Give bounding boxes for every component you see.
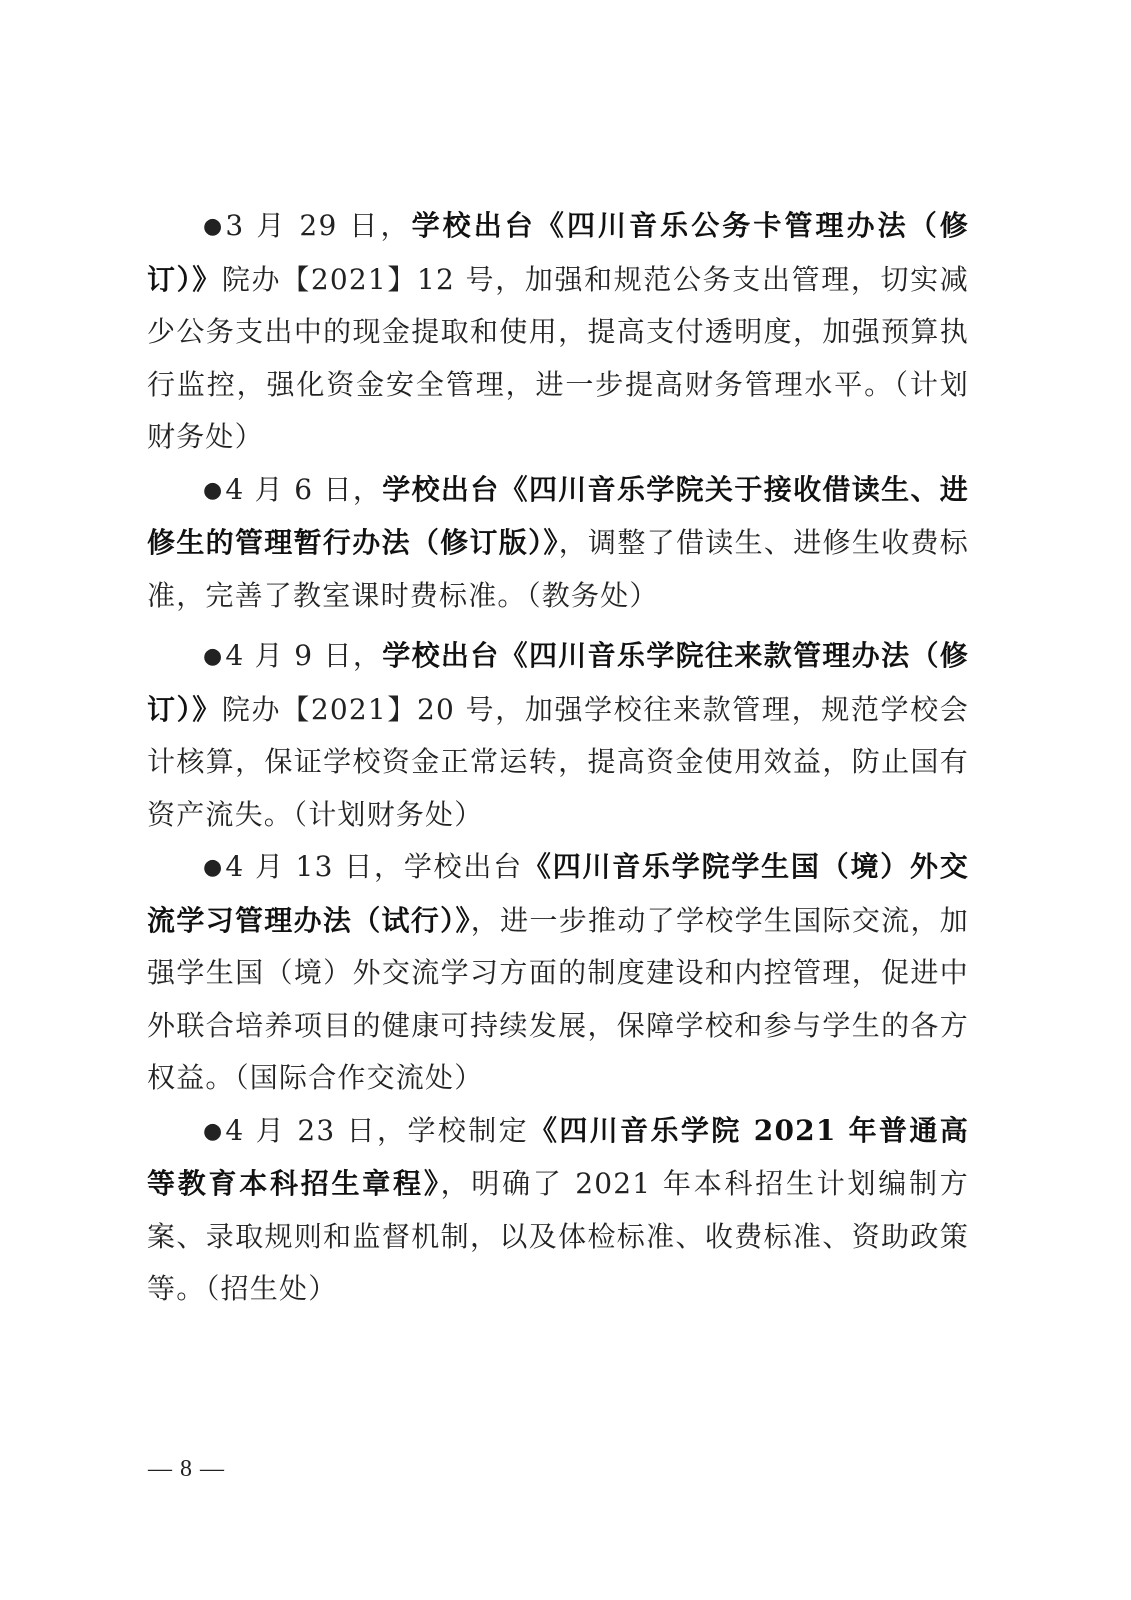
entry-date: 4 月 23 日， [225,1113,408,1147]
entry-lead: 学校出台 [382,472,500,506]
bullet-icon: ● [203,477,224,503]
entry-body: ，调整了借读生、进修生收费标准，完善了教室课时费标准。（教务处） [147,526,969,612]
entry-item [147,1105,969,1316]
entry-body: 院办【2021】20 号，加强学校往来款管理，规范学校会计核算，保证学校资金正常运转，提高资金使用效益，防止国有资产流失。（计划财务处） [147,692,969,831]
bullet-icon: ● [203,214,224,239]
entry-item [147,841,969,1105]
entry-item [147,200,969,464]
page-number: — 8 — [148,1456,225,1482]
entry-lead: 学校出台 [403,850,523,883]
entry-lead: 学校制定 [407,1113,529,1147]
entry-body: 院办【2021】12 号，加强和规范公务支出管理，切实减少公务支出中的现金提取和使用，提高支付透明度，加强预算执行监控，强化资金安全管理，进一步提高财务管理水平。（计划财务处） [147,262,969,453]
entry-date: 3 月 29 日， [225,209,412,242]
entry-date: 4 月 9 日， [225,639,383,672]
entry-body: ，明确了 2021 年本科招生计划编制方案、录取规则和监督机制，以及体检标准、收费标准、资助政策等。（招生处） [147,1167,969,1305]
entry-date: 4 月 13 日， [225,850,404,883]
entry-title: 《四川音乐学院往来款管理办法（修订）》 [147,639,969,726]
entry-date: 4 月 6 日， [225,472,383,506]
entry-title: 《四川音乐学院学生国（境）外交流学习管理办法（试行）》 [147,850,969,937]
entries-list [147,200,969,1316]
entry-item [147,464,969,623]
entry-title: 《四川音乐学院 2021 年普通高等教育本科招生章程》 [147,1113,969,1200]
bullet-icon: ● [203,855,224,880]
entry-body: ，进一步推动了学校学生国际交流，加强学生国（境）外交流学习方面的制度建设和内控管理，促进中外联合培养项目的健康可持续发展，保障学校和参与学生的各方权益。（国际合作交流处） [147,903,970,1094]
entry-title: 《四川音乐学院关于接收借读生、进修生的管理暂行办法（修订版）》 [147,472,969,559]
bullet-icon: ● [203,644,224,669]
entry-lead: 学校出台 [411,209,536,242]
entry-lead: 学校出台 [382,639,500,672]
entry-item [147,630,969,841]
entry-title: 《四川音乐公务卡管理办法（修订）》 [147,209,969,296]
bullet-icon: ● [203,1118,224,1144]
